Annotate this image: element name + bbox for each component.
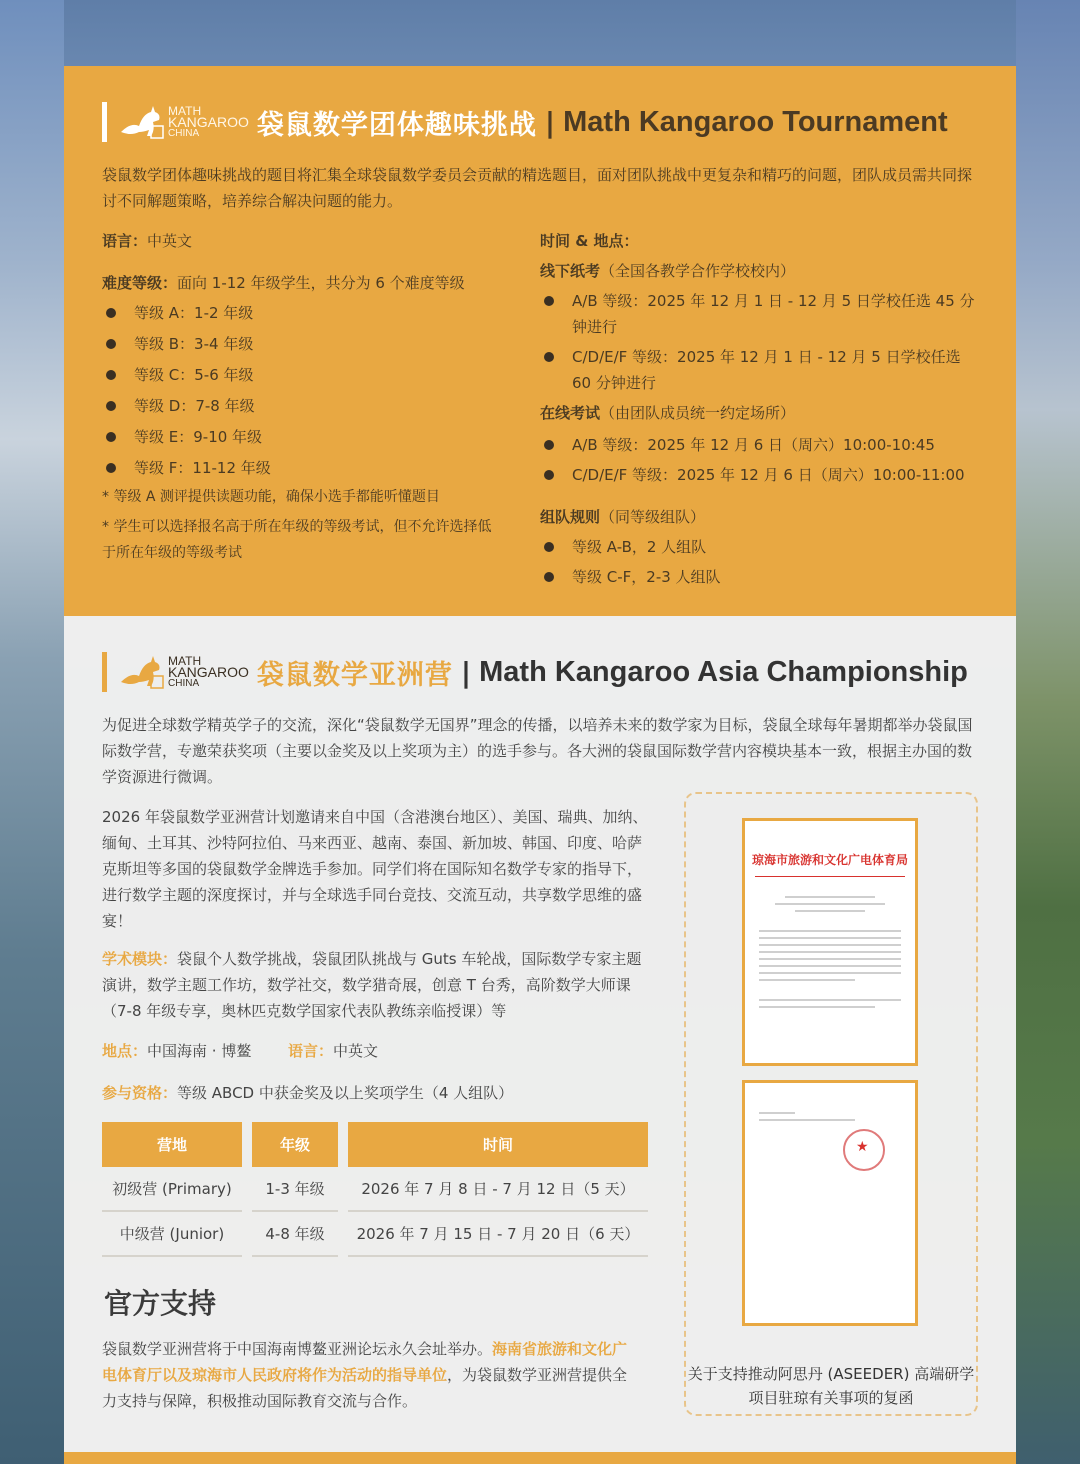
tournament-section [64,66,1016,616]
team-list [540,534,980,594]
official-document-card [684,792,978,1416]
team-label: 组队规则 [540,508,601,526]
table-cell: 1-3 年级 [252,1167,338,1212]
asia-para2: 2026 年袋鼠数学亚洲营计划邀请来自中国（含港澳台地区）、美国、瑞典、加纳、缅甸、土耳其、沙特阿拉伯、马来西亚、越南、泰国、新加坡、韩国、印度、哈萨克斯坦等多国的袋鼠数学金牌选手参加。同学们将在国际知名数学专家的指导下，进行数学主题的深度探讨，并与全球选手同台竞技、交流互动，共享数学思维的盛宴！ [102,808,648,930]
level-note-2: * 学生可以选择报名高于所在年级的等级考试，但不允许选择低于所在年级的等级考试 [102,519,492,561]
eligibility-line [102,1080,513,1106]
team-item: 等级 C-F，2-3 人组队 [540,564,980,590]
official-seal-icon [843,1129,885,1171]
offline-heading [540,258,795,284]
time-place-label: 时间 & 地点： [540,232,639,250]
asia-title-en: Math Kangaroo Asia Championship [479,655,968,688]
logo-line-math: MATH [168,653,202,668]
offline-item: C/D/E/F 等级：2025 年 12 月 1 日 - 12 月 5 日学校任选 60 分钟进行 [540,344,980,396]
support-text-2: ，为袋鼠数学亚洲营提供全力支持与保障，积极推动国际教育交流与合作。 [102,1366,628,1410]
title-separator: | [460,655,472,689]
table-cell: 2026 年 7 月 8 日 - 7 月 12 日（5 天） [348,1167,648,1212]
place-label: 地点： [102,1042,148,1060]
background-right [1016,0,1080,1464]
offline-note: （全国各教学合作学校校内） [600,262,796,280]
table-row [102,1212,648,1257]
academic-value: 袋鼠个人数学挑战，袋鼠团队挑战与 Guts 车轮战，国际数学专家主题演讲，数学主题工作坊，数学社交，数学猎奇展，创意 T 台秀，高阶数学大师课（7-8 年级专享，奥林匹克数学国家代表队教练亲临授课）等 [102,950,642,1020]
asia-section [64,616,1016,1452]
table-header: 年级 [252,1122,338,1167]
table-header-row [102,1122,648,1167]
support-highlight: 海南省旅游和文化广电体育厅以及琼海市人民政府将作为活动的指导单位 [102,1340,628,1384]
title-separator: | [544,105,556,139]
tournament-title-en: Math Kangaroo Tournament [563,105,948,138]
document-page-1 [742,818,918,1066]
lang-value: 中英文 [333,1042,379,1060]
online-list [540,432,980,492]
math-kangaroo-logo [117,102,249,142]
tournament-header [102,102,948,142]
asia-title-cn: 袋鼠数学亚洲营 [256,659,453,691]
tournament-title-cn: 袋鼠数学团体趣味挑战 [256,109,537,141]
online-label: 在线考试 [540,404,601,422]
support-text [102,1336,632,1414]
logo-line-china: CHINA [168,677,200,689]
offline-label: 线下纸考 [540,262,601,280]
team-note: （同等级组队） [600,508,706,526]
table-cell: 中级营 (Junior) [102,1212,242,1257]
level-item: 等级 F：11-12 年级 [102,455,502,481]
header-bar [102,652,107,692]
level-note-1: * 等级 A 测评提供读题功能，确保小选手都能听懂题目 [102,489,440,505]
eligibility-value: 等级 ABCD 中获金奖及以上奖项学生（4 人组队） [177,1084,514,1102]
support-heading: 官方支持 [104,1287,217,1320]
lang-line [288,1038,378,1064]
offline-list [540,288,980,400]
asia-header [102,652,968,692]
level-item: 等级 C：5-6 年级 [102,362,502,388]
document-header: 琼海市旅游和文化广电体育局 [751,853,908,867]
place-value: 中国海南 · 博鳌 [147,1042,252,1060]
language-value: 中英文 [147,232,193,250]
asia-intro: 为促进全球数学精英学子的交流，深化“袋鼠数学无国界”理念的传播，以培养未来的数学家为目标，袋鼠全球每年暑期都举办袋鼠国际数学营，专邀荣获奖项（主要以金奖及以上奖项为主）的选手参与。各大洲的袋鼠国际数学营内容模块基本一致，根据主办国的数学资源进行微调。 [102,716,973,786]
logo-line-math: MATH [168,103,202,118]
table-header: 营地 [102,1122,242,1167]
tournament-intro: 袋鼠数学团体趣味挑战的题目将汇集全球袋鼠数学委员会贡献的精选题目，面对团队挑战中更复杂和精巧的问题，团队成员需共同探讨不同解题策略，培养综合解决问题的能力。 [102,166,973,210]
levels-list [102,300,502,486]
levels-value: 面向 1-12 年级学生，共分为 6 个难度等级 [177,274,465,292]
online-item: C/D/E/F 等级：2025 年 12 月 6 日（周六）10:00-11:00 [540,462,980,488]
offline-item: A/B 等级：2025 年 12 月 1 日 - 12 月 5 日学校任选 45 分钟进行 [540,288,980,340]
academic-label: 学术模块： [102,950,178,968]
table-header: 时间 [348,1122,648,1167]
document-page-2 [742,1080,918,1326]
kangaroo-icon [117,102,165,142]
level-item: 等级 E：9-10 年级 [102,424,502,450]
online-item: A/B 等级：2025 年 12 月 6 日（周六）10:00-10:45 [540,432,980,458]
levels-label: 难度等级： [102,274,178,292]
table-cell: 初级营 (Primary) [102,1167,242,1212]
online-heading [540,400,795,426]
team-heading [540,504,705,530]
academic-modules [102,946,648,1024]
background-left [0,0,64,1464]
logo-line-china: CHINA [168,127,200,139]
place-line [102,1038,251,1064]
language-line [102,228,192,254]
camp-schedule-table [92,1122,658,1257]
support-text-1: 袋鼠数学亚洲营将于中国海南博鳌亚洲论坛永久会址举办。 [102,1340,493,1358]
math-kangaroo-logo [117,652,249,692]
logo-line-kangaroo: KANGAROO [168,663,249,680]
document-caption: 关于支持推动阿思丹 (ASEEDER) 高端研学项目驻琼有关事项的复函 [687,1365,975,1407]
online-note: （由团队成员统一约定场所） [600,404,796,422]
team-item: 等级 A-B，2 人组队 [540,534,980,560]
header-bar [102,102,107,142]
eligibility-label: 参与资格： [102,1084,178,1102]
lang-label: 语言： [288,1042,334,1060]
table-cell: 2026 年 7 月 15 日 - 7 月 20 日（6 天） [348,1212,648,1257]
kangaroo-icon [117,652,165,692]
level-item: 等级 B：3-4 年级 [102,331,502,357]
level-item: 等级 A：1-2 年级 [102,300,502,326]
bottom-band [64,1452,1016,1464]
language-label: 语言： [102,232,148,250]
logo-line-kangaroo: KANGAROO [168,113,249,130]
levels-line [102,270,465,296]
table-cell: 4-8 年级 [252,1212,338,1257]
table-row [102,1167,648,1212]
level-item: 等级 D：7-8 年级 [102,393,502,419]
